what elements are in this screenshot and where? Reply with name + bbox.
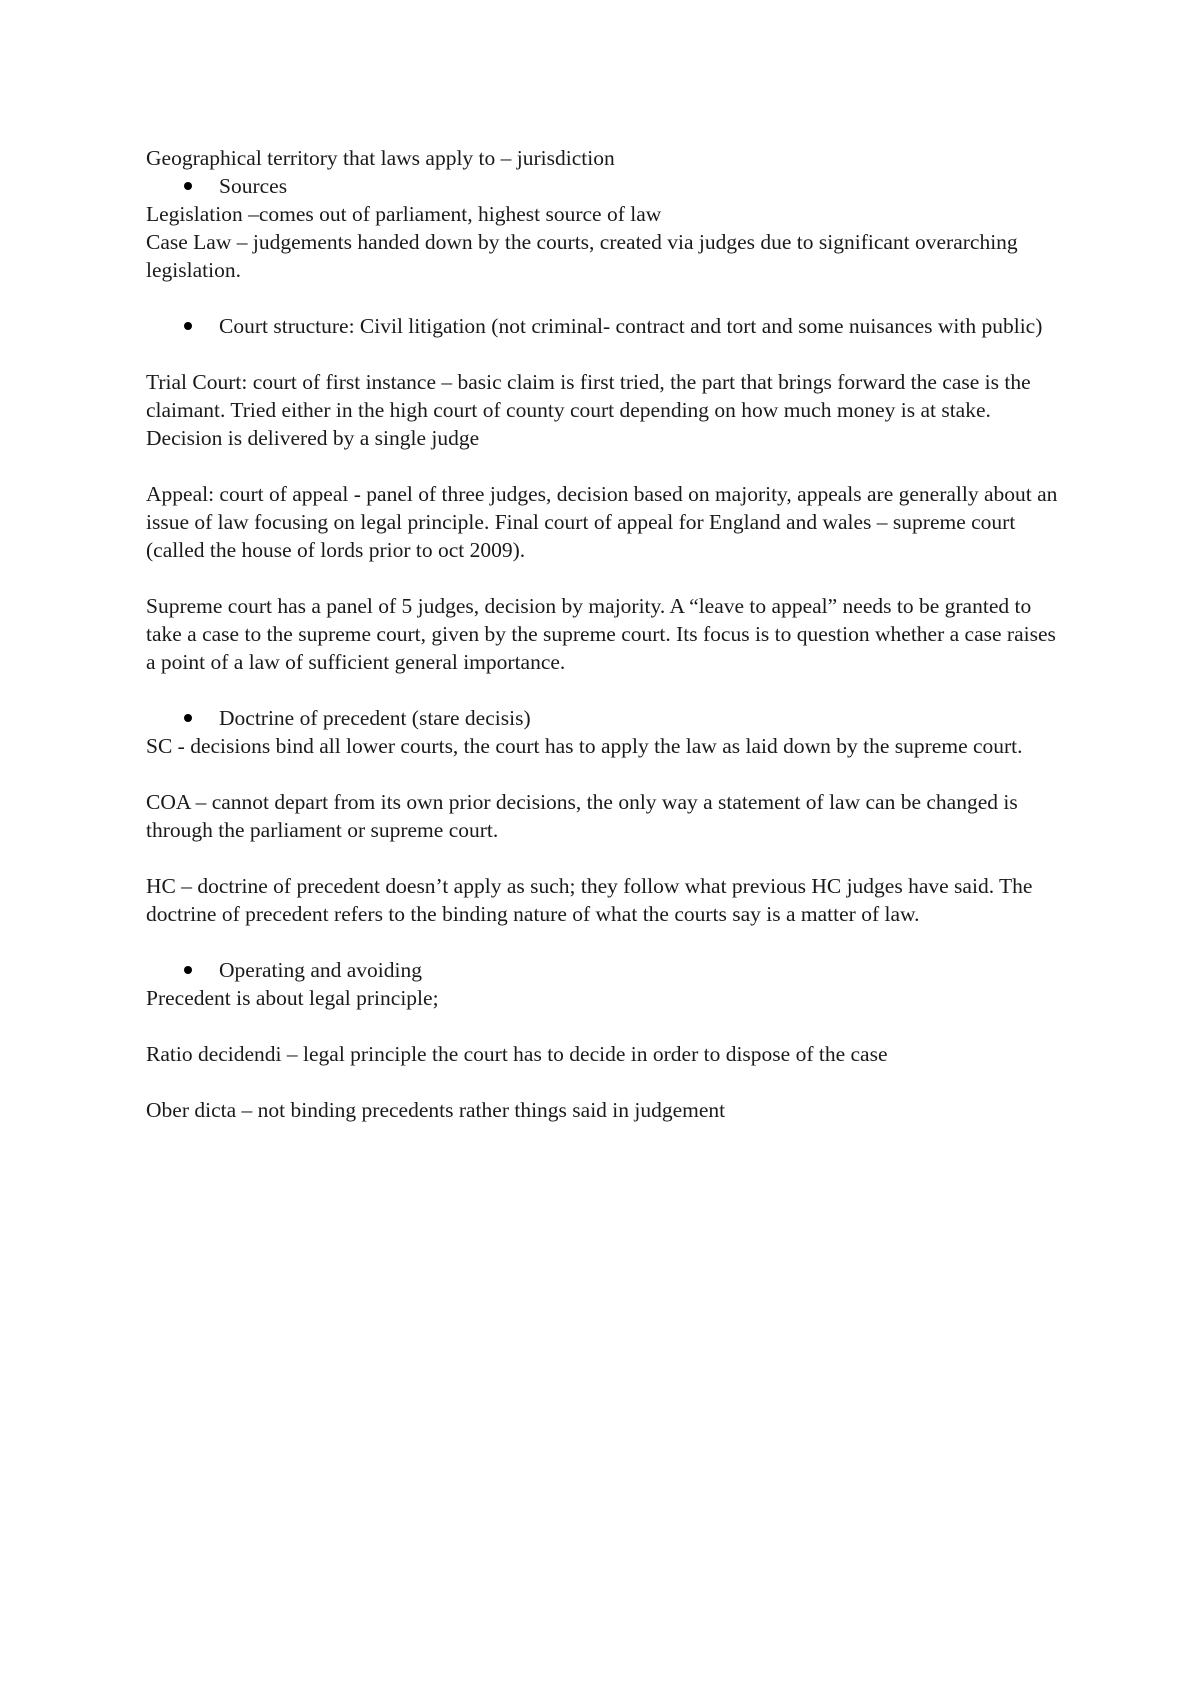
blank-line xyxy=(146,760,1066,788)
paragraph-sc: SC - decisions bind all lower courts, the court has to apply the law as laid down by the supreme court. xyxy=(146,734,1023,758)
paragraph-appeal: Appeal: court of appeal - panel of three judges, decision based on majority, appeals are generally about an issue of law focusing on legal principle. Final court of appeal for England and wales – supreme court (called the house of lords prior to oct 2009). xyxy=(146,482,1058,562)
paragraph-precedent: Precedent is about legal principle; xyxy=(146,986,439,1010)
bullet-icon xyxy=(184,714,192,722)
paragraph-case-law: Case Law – judgements handed down by the courts, created via judges due to significant overarching legislation. xyxy=(146,230,1018,282)
paragraph-supreme-court: Supreme court has a panel of 5 judges, decision by majority. A “leave to appeal” needs to be granted to take a case to the supreme court, given by the supreme court. Its focus is to question whether a case raises a point of a law of sufficient general importance. xyxy=(146,594,1056,674)
paragraph-legislation: Legislation –comes out of parliament, highest source of law xyxy=(146,202,662,226)
bullet-text: Doctrine of precedent (stare decisis) xyxy=(219,706,531,730)
bullet-icon xyxy=(184,966,192,974)
bullet-text: Court structure: Civil litigation (not criminal- contract and tort and some nuisances with public) xyxy=(219,314,1043,338)
blank-line xyxy=(146,844,1066,872)
blank-line xyxy=(146,928,1066,956)
blank-line xyxy=(146,284,1066,312)
blank-line xyxy=(146,340,1066,368)
blank-line xyxy=(146,564,1066,592)
blank-line xyxy=(146,1012,1066,1040)
paragraph-trial-court: Trial Court: court of first instance – basic claim is first tried, the part that brings forward the case is the claimant. Tried either in the high court of county court depending on how much money is at stake. Decision is delivered by a single judge xyxy=(146,370,1031,450)
bullet-text: Sources xyxy=(219,174,288,198)
blank-line xyxy=(146,452,1066,480)
paragraph-hc: HC – doctrine of precedent doesn’t apply as such; they follow what previous HC judges have said. The doctrine of precedent refers to the binding nature of what the courts say is a matter of law. xyxy=(146,874,1033,926)
blank-line xyxy=(146,676,1066,704)
paragraph-ober-dicta: Ober dicta – not binding precedents rather things said in judgement xyxy=(146,1098,726,1122)
bullet-icon xyxy=(184,322,192,330)
paragraph-ratio-decidendi: Ratio decidendi – legal principle the court has to decide in order to dispose of the case xyxy=(146,1042,888,1066)
paragraph-jurisdiction: Geographical territory that laws apply to – jurisdiction xyxy=(146,146,615,170)
bullet-item-sources xyxy=(146,172,1066,200)
bullet-item-operating-and-avoiding xyxy=(146,956,1066,984)
paragraph-coa: COA – cannot depart from its own prior decisions, the only way a statement of law can be changed is through the parliament or supreme court. xyxy=(146,790,1018,842)
bullet-icon xyxy=(184,182,192,190)
blank-line xyxy=(146,1068,1066,1096)
document-body xyxy=(146,144,1066,1124)
bullet-item-doctrine-of-precedent xyxy=(146,704,1066,732)
bullet-text: Operating and avoiding xyxy=(219,958,423,982)
bullet-item-court-structure xyxy=(146,312,1066,340)
